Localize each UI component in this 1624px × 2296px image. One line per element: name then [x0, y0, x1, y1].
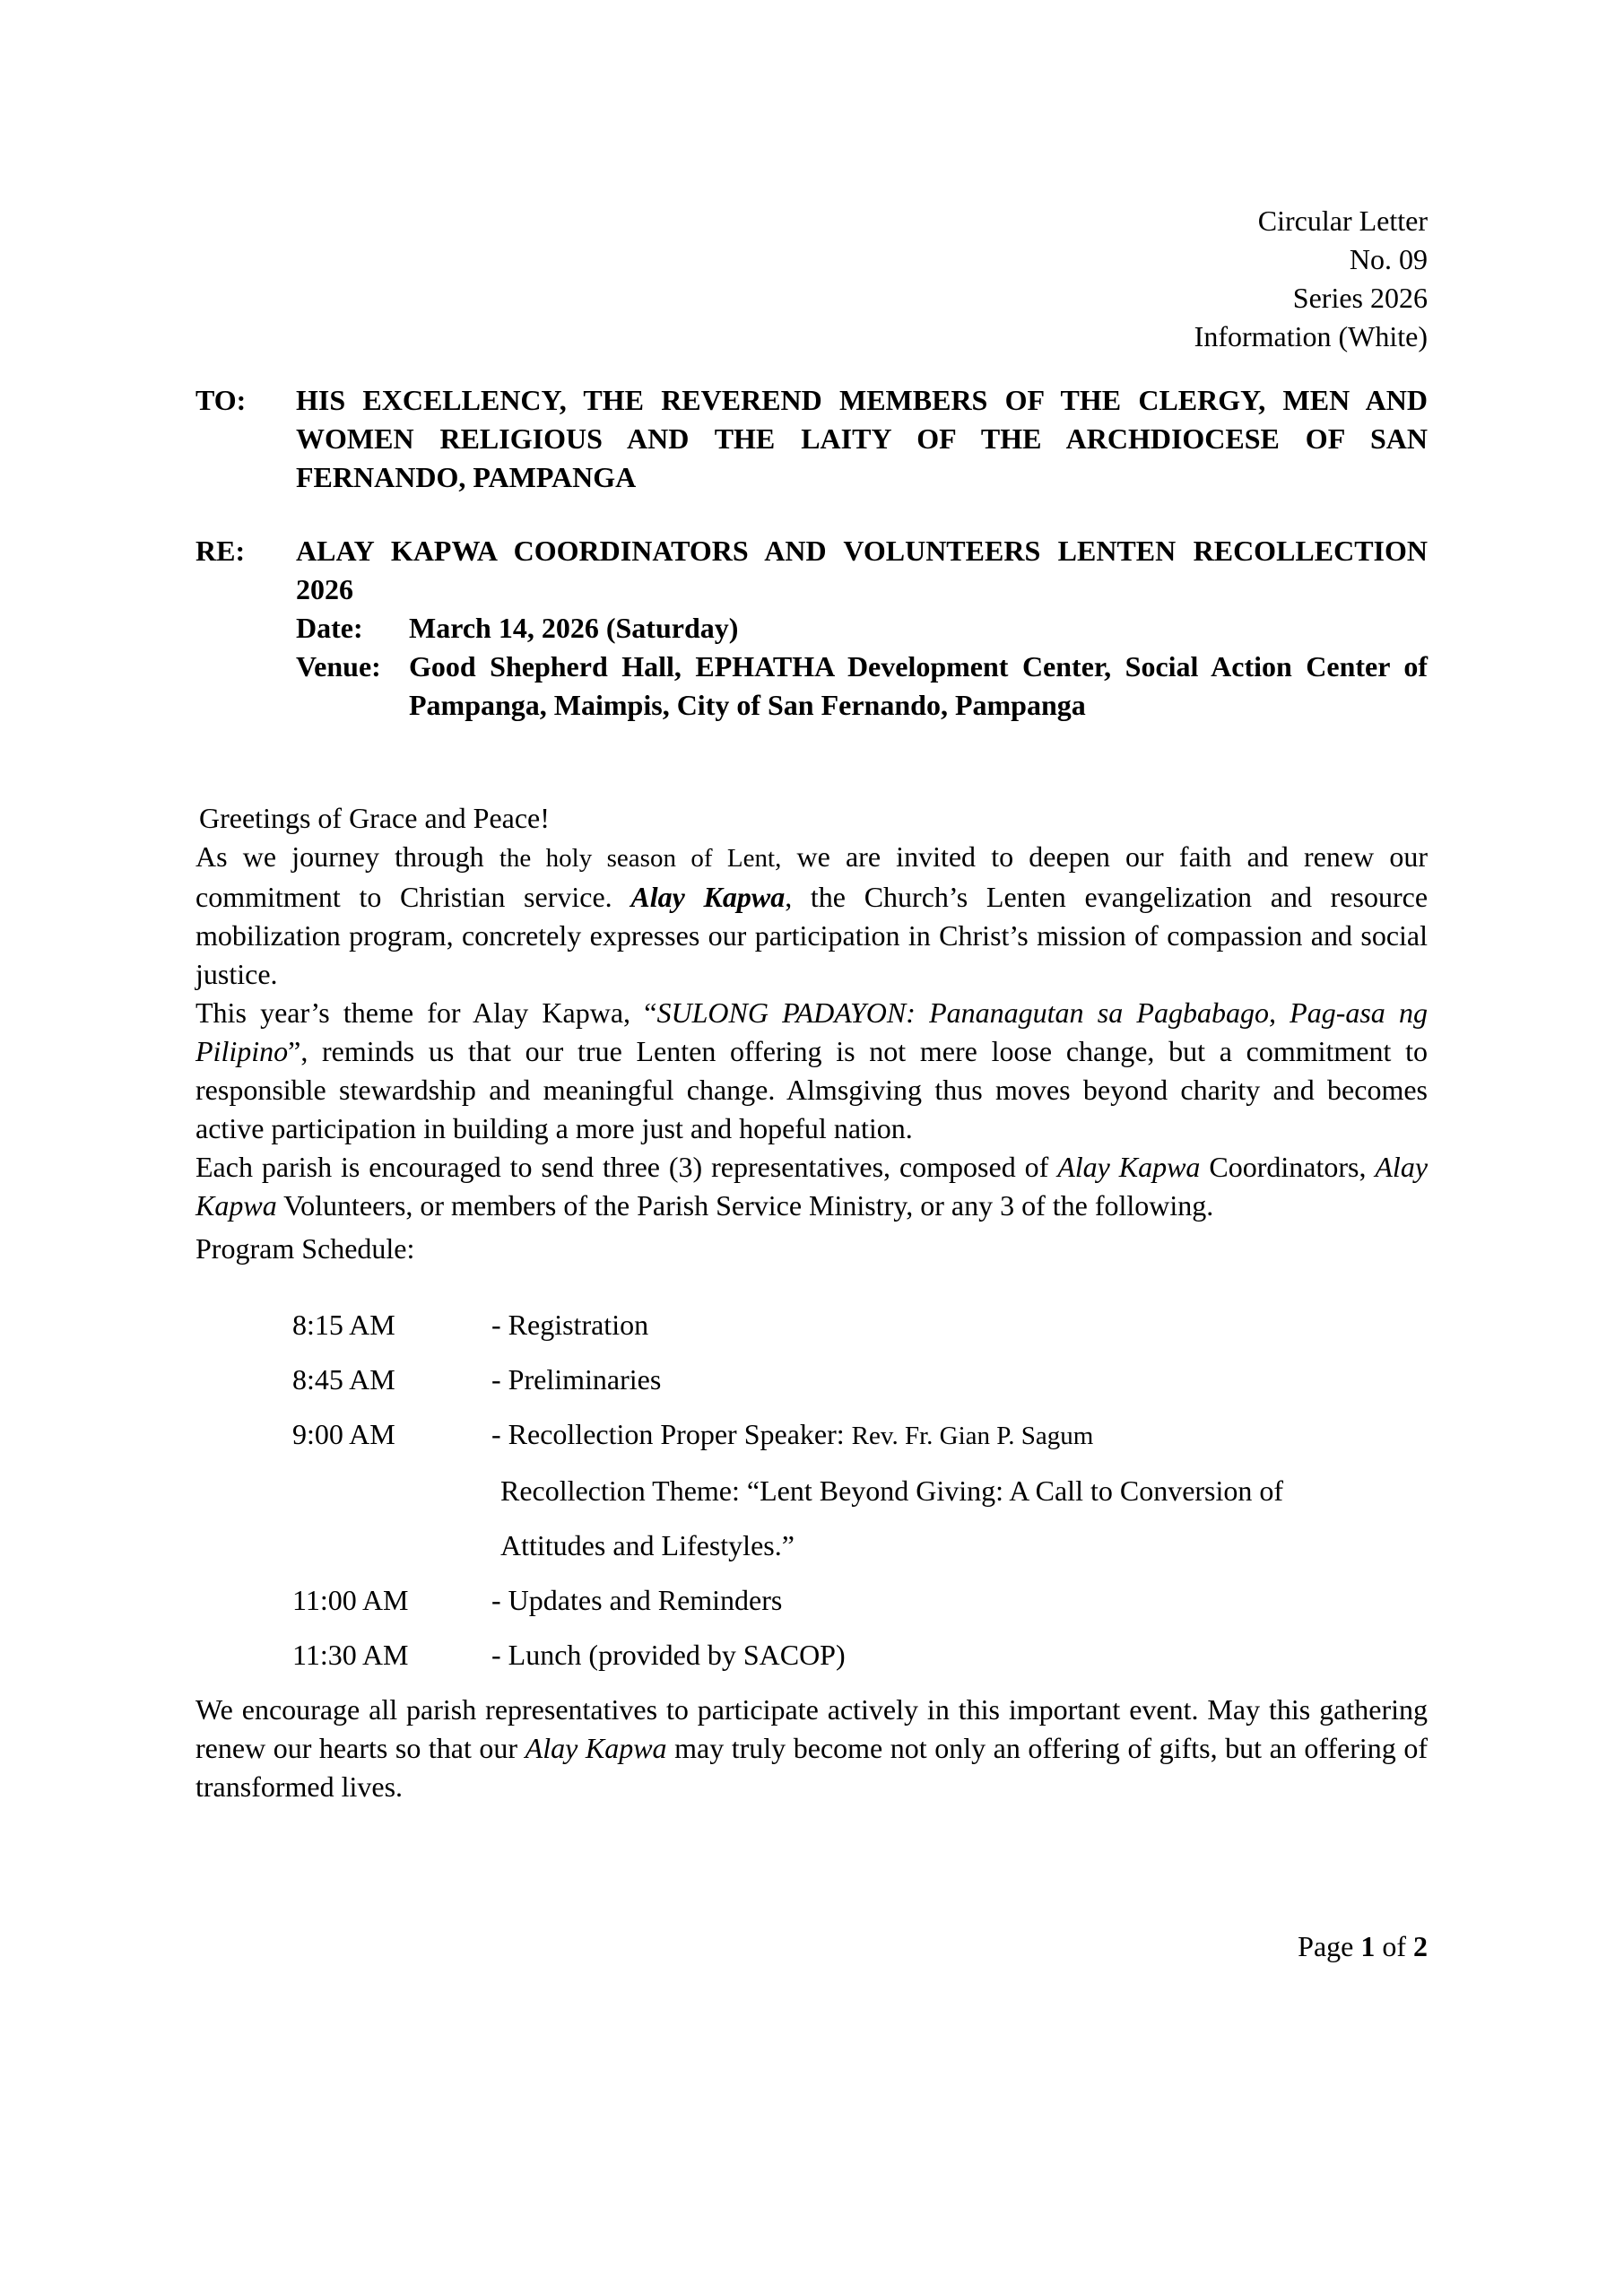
date-label: Date: — [296, 612, 363, 644]
schedule-time: 11:30 AM — [292, 1639, 409, 1671]
page-footer: Page 1 of 2 — [1298, 1930, 1428, 1962]
date-value: March 14, 2026 (Saturday) — [409, 612, 739, 644]
schedule-time: 11:00 AM — [292, 1584, 409, 1616]
schedule-time: 9:00 AM — [292, 1418, 395, 1450]
schedule-item-text: - Lunch (provided by SACOP) — [491, 1639, 846, 1671]
schedule-row — [292, 1526, 1428, 1565]
schedule-item-text: - Preliminaries — [491, 1363, 662, 1396]
schedule-row — [292, 1415, 1428, 1456]
schedule-item-text: Attitudes and Lifestyles.” — [500, 1529, 795, 1561]
program-schedule-title: Program Schedule: — [195, 1232, 415, 1265]
header-line-number: No. 09 — [1349, 243, 1428, 275]
schedule-item-text: - Registration — [491, 1309, 649, 1341]
date-row — [296, 609, 1428, 648]
to-text: HIS EXCELLENCY, THE REVEREND MEMBERS OF THE CLERGY, MEN AND WOMEN RELIGIOUS AND THE LAITY OF THE ARCHDIOCESE OF SAN FERNANDO, PAMPANGA — [296, 384, 1428, 493]
to-label: TO: — [195, 384, 247, 416]
schedule-row — [292, 1361, 1428, 1399]
header-line-classification: Information (White) — [1194, 320, 1428, 352]
re-content — [296, 532, 1428, 725]
schedule-time — [292, 1526, 491, 1565]
schedule-row — [292, 1636, 1428, 1674]
program-schedule-list — [292, 1306, 1428, 1674]
schedule-row — [292, 1306, 1428, 1344]
to-block — [195, 381, 1428, 497]
re-block — [195, 532, 1428, 725]
schedule-row — [292, 1472, 1428, 1510]
schedule-row — [292, 1581, 1428, 1620]
header-line-series: Series 2026 — [1292, 282, 1428, 314]
venue-row — [296, 648, 1428, 725]
paragraph-theme: This year’s theme for Alay Kapwa, “SULONG PADAYON: Pananagutan sa Pagbabago, Pag-asa ng Pilipino”, reminds us that our true Lenten offering is not mere loose change, but a commitment to responsible stewardship and meaningful change. Almsgiving thus moves beyond charity and becomes active participation in building a more just and hopeful nation. — [195, 996, 1429, 1144]
schedule-item-text: - Recollection Proper Speaker: Rev. Fr. Gian P. Sagum — [491, 1418, 1094, 1450]
re-subject: ALAY KAPWA COORDINATORS AND VOLUNTEERS LENTEN RECOLLECTION 2026 — [296, 535, 1428, 605]
venue-value: Good Shepherd Hall, EPHATHA Development Center, Social Action Center of Pampanga, Maimpis, City of San Fernando, Pampanga — [409, 650, 1428, 721]
schedule-item-text: - Updates and Reminders — [491, 1584, 783, 1616]
schedule-item-text: Recollection Theme: “Lent Beyond Giving: A Call to Conversion of — [500, 1474, 1284, 1507]
header-line-circular-letter: Circular Letter — [1257, 204, 1428, 237]
closing-paragraph: We encourage all parish representatives to participate actively in this important event. May this gathering renew our hearts so that our Alay Kapwa may truly become not only an offering of gifts, but an offering of transformed lives. — [195, 1693, 1429, 1803]
greeting-line: Greetings of Grace and Peace! — [199, 802, 550, 834]
schedule-time — [292, 1472, 491, 1510]
schedule-time: 8:45 AM — [292, 1363, 395, 1396]
schedule-time: 8:15 AM — [292, 1309, 395, 1341]
re-label: RE: — [195, 535, 246, 567]
paragraph-representatives: Each parish is encouraged to send three (3) representatives, composed of Alay Kapwa Coordinators, Alay Kapwa Volunteers, or members of the Parish Service Ministry, or any 3 of the following. — [195, 1151, 1429, 1222]
header-block — [195, 202, 1428, 356]
paragraph-intro: As we journey through the holy season of Lent, we are invited to deepen our faith and renew our commitment to Christian service. Alay Kapwa, the Church’s Lenten evangelization and resource mobilization program, concretely expresses our participation in Christ’s mission of compassion and social justice. — [195, 840, 1429, 990]
venue-label: Venue: — [296, 650, 381, 683]
